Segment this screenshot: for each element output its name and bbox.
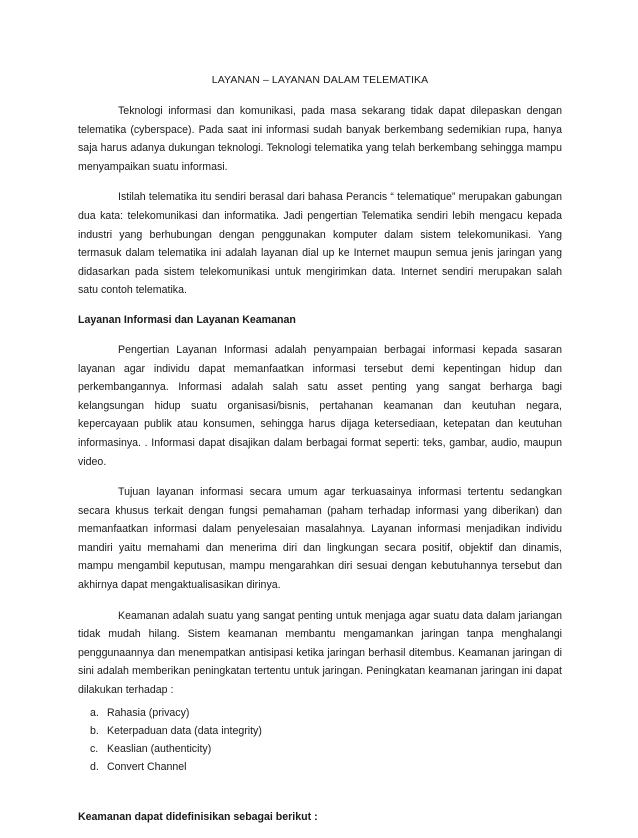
paragraph-keamanan: Keamanan adalah suatu yang sangat penting untuk menjaga agar suatu data dalam jariangan tidak mudah hilang. Sistem keamanan membantu mengamankan jaringan tanpa menghalangi penggunaannya dan menempatkan antisipasi ketika jaringan berhasil ditembus. Keamanan jaringan di sini adalah memberikan peningkatan tertentu untuk jaringan. Peningkatan keamanan jaringan ini dapat dilakukan terhadap : [78, 609, 562, 697]
list-item-text: Convert Channel [107, 760, 187, 773]
list-item-text: Keterpaduan data (data integrity) [107, 724, 262, 737]
list-item-text: Rahasia (privacy) [107, 706, 190, 719]
list-item [90, 758, 562, 776]
security-list [78, 704, 562, 776]
paragraph-intro-2: Istilah telematika itu sendiri berasal dari bahasa Perancis “ telematique” merupakan gabungan dua kata: telekomunikasi dan informatika. Jadi pengertian Telematika sendiri lebih mengacu kepada industri yang berhubungan dengan penggunakan komputer dalam sistem telekomunikasi. Yang termasuk dalam telematika ini adalah layanan dial up ke Internet maupun semua jenis jaringan yang didasarkan pada sistem telekomunikasi untuk mengirimkan data. Internet sendiri merupakan salah satu contoh telematika. [78, 191, 562, 297]
paragraph-tujuan-layanan: Tujuan layanan informasi secara umum agar terkuasainya informasi tertentu sedangkan secara khusus terkait dengan fungsi pemahaman (paham terhadap informasi yang diberikan) dan memanfaatkan informasi dalam penyelesaian masalahnya. Layanan informasi menjadikan individu mandiri yaitu memahami dan menerima diri dan lingkungan secara positif, objektif dan dinamis, mampu mengambil keputusan, mampu mengarahkan diri sesuai dengan kebutuhannya tersebut dan akhirnya dapat mengaktualisasikan dirinya. [78, 486, 562, 592]
closing-heading: Keamanan dapat didefinisikan sebagai berikut : [78, 810, 318, 823]
list-item [90, 704, 562, 722]
list-marker: a. [90, 706, 99, 719]
section-heading: Layanan Informasi dan Layanan Keamanan [78, 313, 296, 326]
list-marker: d. [90, 760, 99, 773]
list-marker: c. [90, 742, 99, 755]
list-item [90, 740, 562, 758]
list-marker: b. [90, 724, 99, 737]
document-page [78, 74, 562, 838]
list-item [90, 722, 562, 740]
paragraph-layanan-informasi: Pengertian Layanan Informasi adalah penyampaian berbagai informasi kepada sasaran layanan agar individu dapat memanfaatkan informasi tersebut demi kepentingan hidup dan perkembangannya. Informasi adalah salah satu asset penting yang sangat berharga bagi kelangsungan hidup suatu organisasi/bisnis, pertahanan keamanan dan keutuhan negara, kepercayaan publik atau konsumen, sehingga harus dijaga ketersediaan, ketepatan dan keutuhan informasinya. . Informasi dapat disajikan dalam berbagai format seperti: teks, gambar, audio, maupun video. [78, 343, 562, 468]
list-item-text: Keaslian (authenticity) [107, 742, 212, 755]
paragraph-intro-1: Teknologi informasi dan komunikasi, pada masa sekarang tidak dapat dilepaskan dengan telematika (cyberspace). Pada saat ini informasi sudah banyak berkembang sedemikian rupa, hanya saja harus adanya dukungan teknologi. Teknologi telematika yang telah berkembang sehingga mampu menyampaikan suatu informasi. [78, 105, 562, 173]
document-title: LAYANAN – LAYANAN DALAM TELEMATIKA [211, 74, 429, 86]
